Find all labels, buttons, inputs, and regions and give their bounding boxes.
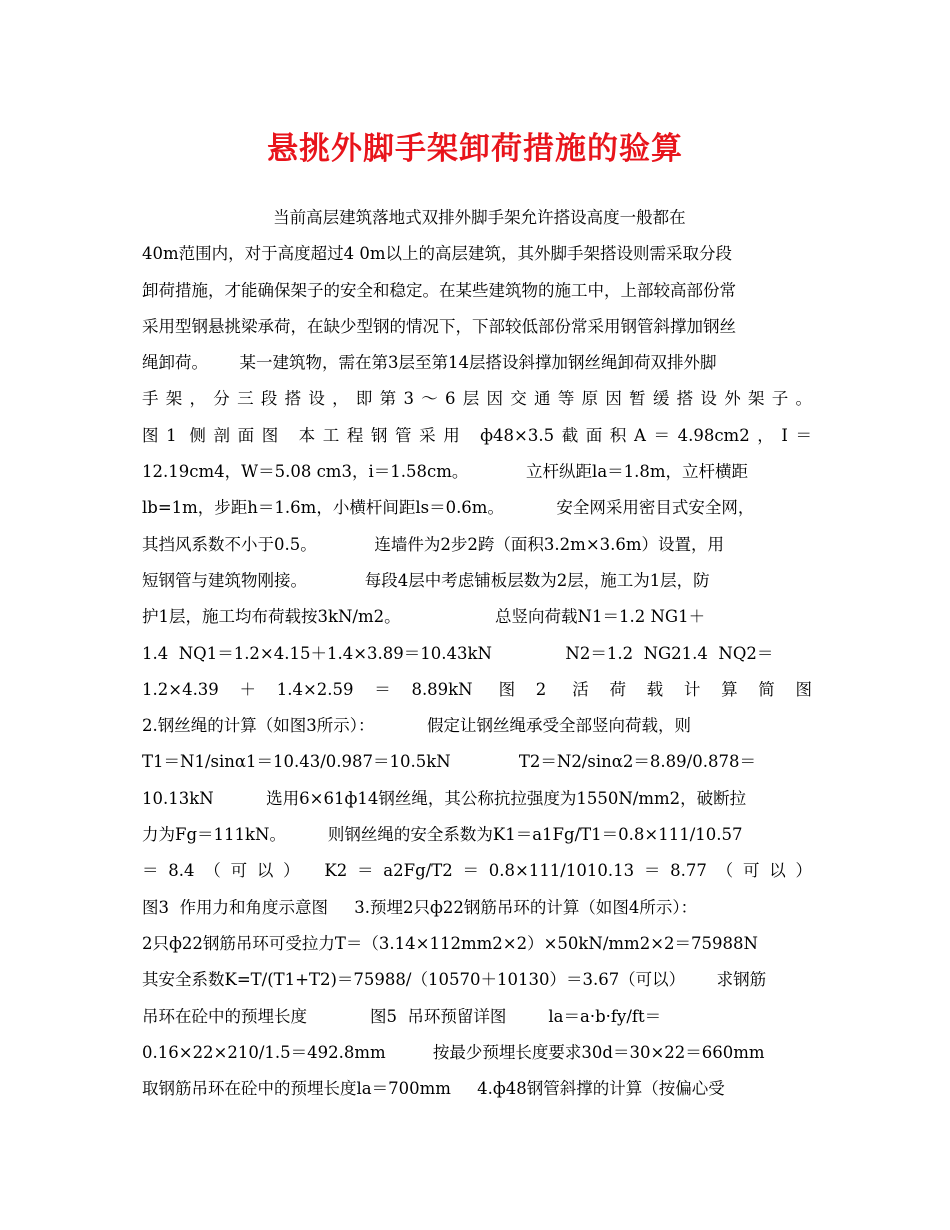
paragraph-line: 取钢筋吊环在砼中的预埋长度la＝700mm 4.ф48钢管斜撑的计算（按偏心受 (142, 1079, 725, 1099)
paragraph-line: 短钢管与建筑物刚接。 每段4层中考虑铺板层数为2层，施工为1层，防 (142, 570, 710, 590)
document-body (142, 200, 812, 1107)
paragraph-line: 12.19cm4，W＝5.08 cm3，i＝1.58cm。 立杆纵距la＝1.8m，立杆横距 (142, 462, 749, 482)
paragraph-line: 其挡风系数不小于0.5。 连墙件为2步2跨（面积3.2m×3.6m）设置，用 (142, 534, 725, 554)
paragraph-line: 采用型钢悬挑梁承荷，在缺少型钢的情况下，下部较低部份常采用钢管斜撑加钢丝 (142, 316, 736, 336)
paragraph-line: T1＝N1/sinα1＝10.43/0.987＝10.5kN T2＝N2/sinα2＝8.89/0.878＝ (142, 752, 756, 772)
paragraph-line: 护1层，施工均布荷载按3kN/m2。 总竖向荷载N1＝1.2 NG1＋ (142, 607, 706, 627)
paragraph-line: 吊环在砼中的预埋长度 图5 吊环预留详图 la＝a·b·fy/ft＝ (142, 1006, 662, 1026)
paragraph-line: 0.16×22×210/1.5＝492.8mm 按最少预埋长度要求30d＝30×22＝660mm (142, 1042, 765, 1062)
paragraph-line: 1.2×4.39＋1.4×2.59＝8.89kN 图2 活荷载计算简图 (142, 679, 812, 699)
paragraph-line: 手架，分三段搭设，即第3～6层因交通等原因暂缓搭设外架子。 (142, 389, 812, 409)
paragraph-line: 卸荷措施，才能确保架子的安全和稳定。在某些建筑物的施工中，上部较高部份常 (142, 280, 736, 300)
paragraph-line: 当前高层建筑落地式双排外脚手架允许搭设高度一般都在 (142, 208, 686, 227)
paragraph-line: lb=1m，步距h＝1.6m，小横杆间距ls＝0.6m。 安全网采用密目式安全网， (142, 498, 755, 518)
paragraph-line: 2只ф22钢筋吊环可受拉力T＝（3.14×112mm2×2）×50kN/mm2×2＝75988N (142, 933, 758, 953)
paragraph-line: 绳卸荷。 某一建筑物，需在第3层至第14层搭设斜撑加钢丝绳卸荷双排外脚 (142, 353, 717, 373)
paragraph-line: 力为Fg＝111kN。 则钢丝绳的安全系数为K1＝a1Fg/T1＝0.8×111/10.57 (142, 825, 743, 845)
paragraph-line: 其安全系数K=T/(T1+T2)＝75988/（10570＋10130）＝3.67（可以） 求钢筋 (142, 970, 767, 990)
paragraph-line: ＝8.4（可以） K2＝a2Fg/T2＝0.8×111/1010.13＝8.77（可以） (142, 861, 812, 881)
paragraph-line: 1.4 NQ1＝1.2×4.15＋1.4×3.89＝10.43kN N2＝1.2 NG21.4 NQ2＝ (142, 643, 774, 663)
paragraph-line: 40m范围内，对于高度超过4 0m以上的高层建筑，其外脚手架搭设则需采取分段 (142, 244, 733, 264)
document-title: 悬挑外脚手架卸荷措施的验算 (267, 131, 683, 167)
paragraph-line: 图1 侧剖面图 本工程钢管采用 ф48×3.5截面积A＝4.98cm2，I＝ (142, 425, 812, 445)
paragraph-line: 图3 作用力和角度示意图 3.预埋2只ф22钢筋吊环的计算（如图4所示）： (142, 897, 698, 917)
paragraph-line: 2.钢丝绳的计算（如图3所示）： 假定让钢丝绳承受全部竖向荷载，则 (142, 716, 691, 736)
paragraph-line: 10.13kN 选用6×61ф14钢丝绳，其公称抗拉强度为1550N/mm2，破断拉 (142, 788, 747, 808)
